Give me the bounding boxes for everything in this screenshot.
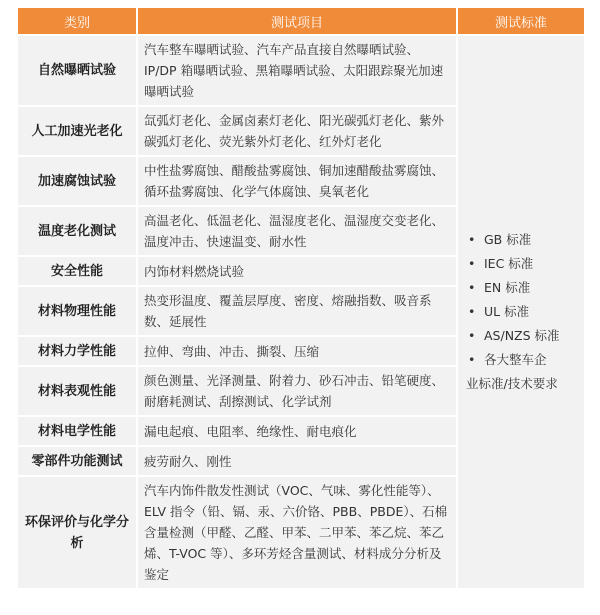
row-items: 热变形温度、覆盖层厚度、密度、熔融指数、吸音系数、延展性 [138,287,456,335]
standard-item: • AS/NZS 标准 [466,324,576,348]
test-standards-table [16,6,586,590]
row-category: 温度老化测试 [18,207,136,255]
row-category: 人工加速光老化 [18,107,136,155]
standard-item: • 各大整车企 [466,348,576,372]
row-category: 加速腐蚀试验 [18,157,136,205]
row-items: 高温老化、低温老化、温湿度老化、温湿度交变老化、温度冲击、快速温变、耐水性 [138,207,456,255]
row-items: 内饰材料燃烧试验 [138,257,456,285]
header-row [18,8,584,34]
row-category: 安全性能 [18,257,136,285]
standard-continuation: 业标准/技术要求 [466,376,558,391]
row-category: 材料电学性能 [18,417,136,445]
row-items: 拉伸、弯曲、冲击、撕裂、压缩 [138,337,456,365]
row-category: 环保评价与化学分析 [18,477,136,588]
row-items: 疲劳耐久、刚性 [138,447,456,475]
row-category: 零部件功能测试 [18,447,136,475]
row-category: 材料表观性能 [18,367,136,415]
header-category: 类别 [18,8,136,34]
header-items: 测试项目 [138,8,456,34]
standard-item: • GB 标准 [466,228,576,252]
row-items: 颜色测量、光泽测量、附着力、砂石冲击、铅笔硬度、耐磨耗测试、刮擦测试、化学试剂 [138,367,456,415]
standard-item: • EN 标准 [466,276,576,300]
standard-item: • UL 标准 [466,300,576,324]
table-row [18,36,584,105]
row-items: 汽车整车曝晒试验、汽车产品直接自然曝晒试验、IP/DP 箱曝晒试验、黑箱曝晒试验、太阳跟踪聚光加速曝晒试验 [138,36,456,105]
row-category: 材料物理性能 [18,287,136,335]
standards-list [466,228,576,372]
row-items: 漏电起痕、电阻率、绝缘性、耐电痕化 [138,417,456,445]
row-items: 氙弧灯老化、金属卤素灯老化、阳光碳弧灯老化、紫外碳弧灯老化、荧光紫外灯老化、红外灯老化 [138,107,456,155]
row-category: 材料力学性能 [18,337,136,365]
standard-item: • IEC 标准 [466,252,576,276]
row-items: 中性盐雾腐蚀、醋酸盐雾腐蚀、铜加速醋酸盐雾腐蚀、循环盐雾腐蚀、化学气体腐蚀、臭氧老化 [138,157,456,205]
row-category: 自然曝晒试验 [18,36,136,105]
row-items: 汽车内饰件散发性测试（VOC、气味、雾化性能等）、ELV 指令（铅、镉、汞、六价铬、PBB、PBDE）、石棉含量检测（甲醛、乙醛、甲苯、二甲苯、苯乙烷、苯乙烯、T-VOC 等）、多环芳烃含量测试、材料成分分析及鉴定 [138,477,456,588]
standards-cell [458,36,584,588]
header-standards: 测试标准 [458,8,584,34]
